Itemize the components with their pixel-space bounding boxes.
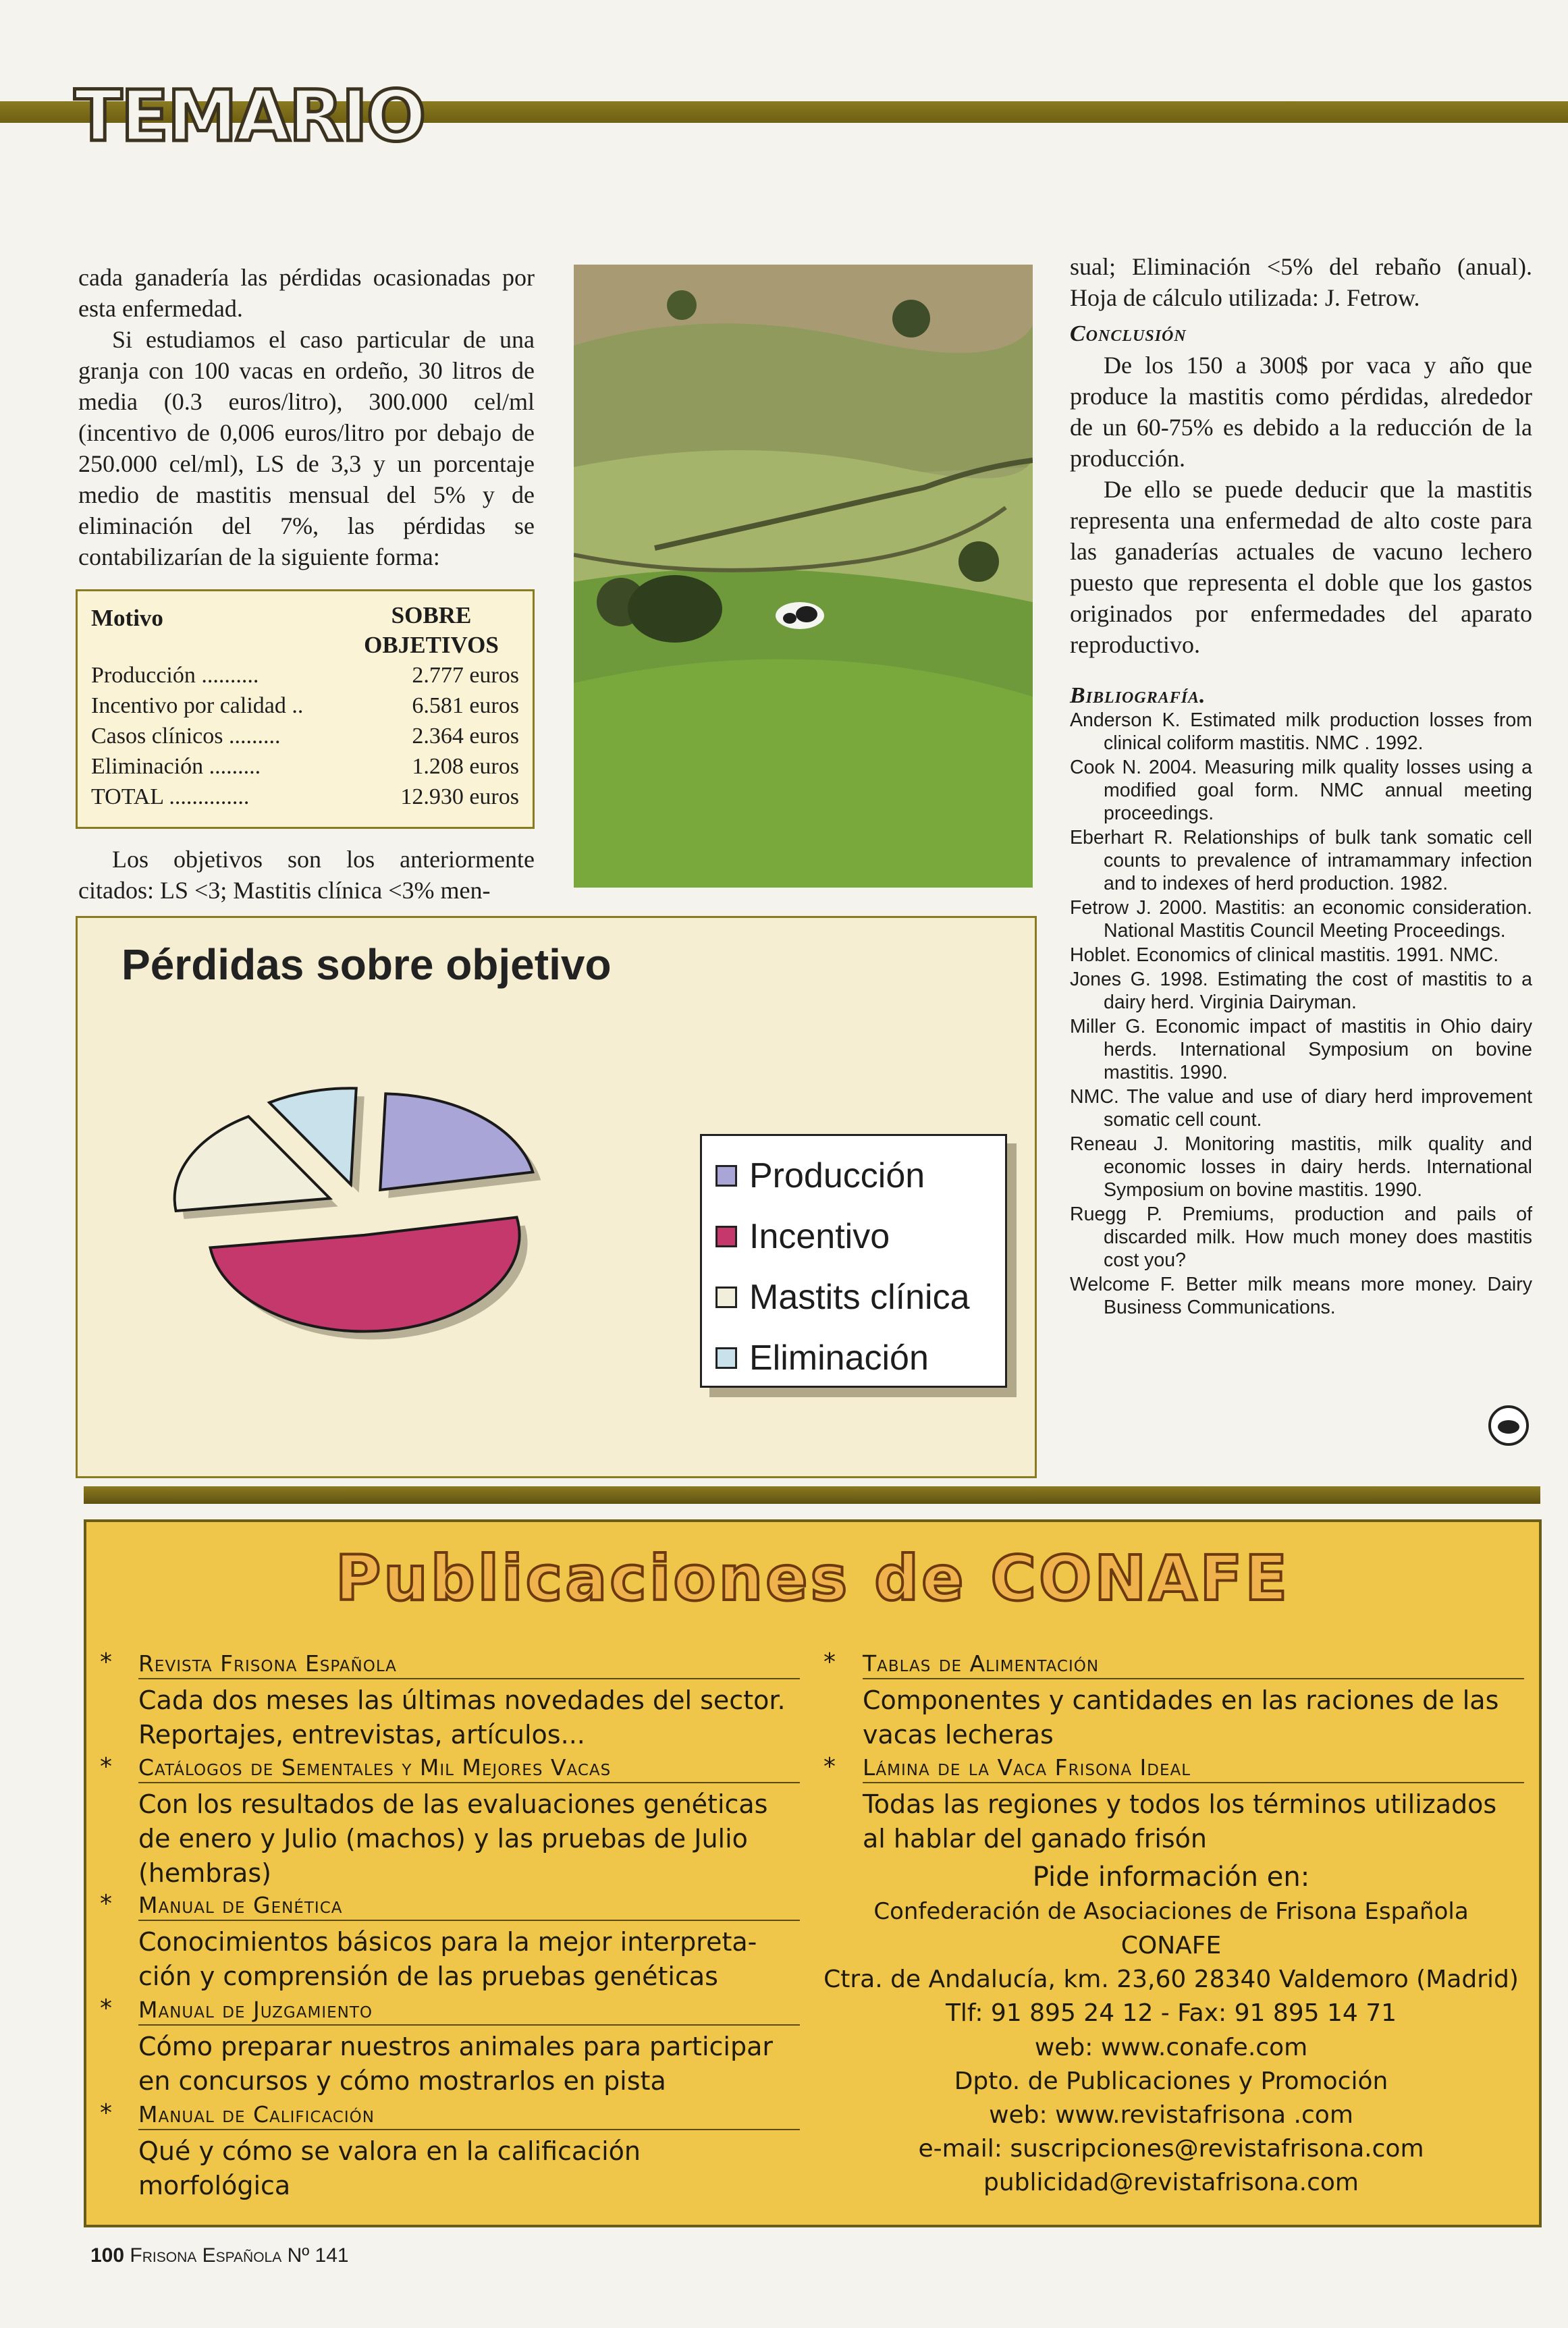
bullet-star-icon: * <box>100 1890 112 1918</box>
contact-ask: Pide información en: <box>1032 1862 1310 1893</box>
paragraph: sual; Eliminación <5% del rebaño (anual). Hoja de cálculo utilizada: J. Fetrow. <box>1070 253 1532 311</box>
contact-email-link[interactable]: publicidad@revistafrisona.com <box>983 2169 1359 2196</box>
table-row: Producción .......... 2.777 euros <box>91 663 519 688</box>
chart-title: Pérdidas sobre objetivo <box>121 940 612 989</box>
legend-swatch <box>715 1226 737 1247</box>
chart-legend <box>700 1134 1007 1388</box>
table-row: Eliminación ......... 1.208 euros <box>91 754 519 779</box>
contact-web-link[interactable]: web: www.conafe.com <box>1034 2034 1308 2061</box>
paragraph: cada ganadería las pérdidas ocasionadas por esta enfermedad. <box>78 264 535 322</box>
paragraph: Los objetivos son los anteriormente citados: LS <3; Mastitis clínica <3% men- <box>78 846 535 904</box>
bullet-star-icon: * <box>100 1995 112 2022</box>
legend-item: Producción <box>715 1145 992 1206</box>
divider-bar <box>84 1486 1540 1504</box>
publication-description: Conocimientos básicos para la mejor interpreta- ción y comprensión de las pruebas genéticas <box>138 1927 757 1991</box>
publications-title: Publicaciones de CONAFE <box>335 1542 1291 1615</box>
contact-email-link[interactable]: e-mail: suscripciones@revistafrisona.com <box>918 2135 1424 2163</box>
right-column <box>1070 251 1532 1320</box>
bullet-star-icon: * <box>823 1648 836 1676</box>
bibliography-entry: Jones G. 1998. Estimating the cost of mastitis to a dairy herd. Virginia Dairyman. <box>1070 969 1532 1013</box>
legend-item: Incentivo <box>715 1206 992 1267</box>
publication-description: Cada dos meses las últimas novedades del sector. Reportajes, entrevistas, artículos... <box>138 1685 786 1750</box>
page-footer <box>90 2244 349 2267</box>
publication-description: Qué y cómo se valora en la calificación morfológica <box>138 2136 641 2200</box>
contact-web-link[interactable]: web: www.revistafrisona .com <box>989 2101 1353 2129</box>
publication-description: Cómo preparar nuestros animales para participar en concursos y cómo mostrarlos en pista <box>138 2032 773 2096</box>
contact-phone: Tlf: 91 895 24 12 - Fax: 91 895 14 71 <box>945 1999 1397 2027</box>
legend-swatch <box>715 1287 737 1308</box>
legend-swatch <box>715 1347 737 1369</box>
legend-item: Mastits clínica <box>715 1267 992 1328</box>
landscape-photo <box>574 265 1033 888</box>
conclusion-heading: Conclusión <box>1070 321 1187 346</box>
contact-acronym: CONAFE <box>1120 1932 1222 1959</box>
section-title: TEMARIO <box>74 75 425 157</box>
paragraph: Si estudiamos el caso particular de una granja con 100 vacas en ordeño, 30 litros de media (0.3 euros/litro), 300.000 cel/ml (incentivo de 0,006 euros/litro por debajo de 250.000 cel/ml), LS de 3,3 y un porcentaje medio de mastitis mensual del 5% y de eliminación del 7%, las pérdidas se contabilizarían de la siguiente forma: <box>78 326 535 570</box>
bibliography-list <box>1070 709 1532 1319</box>
magazine-name: Frisona Española <box>130 2244 282 2267</box>
publication-description: Componentes y cantidades en las raciones de las vacas lecheras <box>863 1685 1499 1750</box>
publication-heading: Manual de Genética <box>138 1892 800 1921</box>
bibliography-entry: NMC. The value and use of diary herd improvement somatic cell count. <box>1070 1086 1532 1131</box>
paragraph: De ello se puede deducir que la mastitis representa una enfermedad de alto coste para las ganaderías actuales de vacuno lechero puesto que representa el doble que los gastos originados por enfermedades del aparato reproductivo. <box>1070 476 1532 658</box>
bullet-star-icon: * <box>100 2099 112 2127</box>
contact-department: Dpto. de Publicaciones y Promoción <box>954 2067 1388 2095</box>
bibliography-entry: Eberhart R. Relationships of bulk tank somatic cell counts to prevalence of intramammary infection and to indexes of herd production. 1982. <box>1070 827 1532 894</box>
table-header <box>91 601 519 660</box>
pie-chart <box>76 916 737 1478</box>
bibliography-entry: Miller G. Economic impact of mastitis in Ohio dairy herds. International Symposium on bovine mastitis. 1990. <box>1070 1016 1532 1083</box>
logo-icon <box>1487 1404 1530 1447</box>
landscape-illustration <box>574 265 1033 888</box>
publication-heading: Manual de Juzgamiento <box>138 1997 800 2026</box>
publication-heading: Revista Frisona Española <box>138 1650 800 1679</box>
publication-heading: Tablas de Alimentación <box>863 1650 1524 1679</box>
column-header-objetivos: SOBRE OBJETIVOS <box>364 602 499 658</box>
publication-description: Todas las regiones y todos los términos utilizados al hablar del ganado frisón <box>863 1789 1497 1853</box>
paragraph: De los 150 a 300$ por vaca y año que produce la mastitis como pérdidas, alrededor de un 60-75% es debido a la reducción de la producción. <box>1070 352 1532 472</box>
bibliography-heading: Bibliografía. <box>1070 683 1206 708</box>
issue-number: Nº 141 <box>287 2244 349 2267</box>
publication-heading: Manual de Calificación <box>138 2101 800 2130</box>
legend-swatch <box>715 1165 737 1187</box>
bibliography-entry: Welcome F. Better milk means more money. Dairy Business Communications. <box>1070 1274 1532 1318</box>
publication-heading: Lámina de la Vaca Frisona Ideal <box>863 1754 1524 1783</box>
contact-address: Ctra. de Andalucía, km. 23,60 28340 Valdemoro (Madrid) <box>823 1966 1519 1993</box>
bibliography-entry: Hoblet. Economics of clinical mastitis. 1991. NMC. <box>1070 944 1499 966</box>
bullet-star-icon: * <box>100 1753 112 1781</box>
bibliography-entry: Fetrow J. 2000. Mastitis: an economic consideration. National Mastitis Council Meeting Proceedings. <box>1070 897 1532 942</box>
bibliography-entry: Cook N. 2004. Measuring milk quality losses using a modified goal form. NMC annual meeting proceedings. <box>1070 757 1532 824</box>
pie-slice-producción <box>380 1093 533 1190</box>
bullet-star-icon: * <box>100 1648 112 1676</box>
legend-item: Eliminación <box>715 1328 992 1388</box>
left-column-end <box>78 844 535 906</box>
table-row: Incentivo por calidad .. 6.581 euros <box>91 693 519 718</box>
bullet-star-icon: * <box>823 1753 836 1781</box>
table-row-total: TOTAL .............. 12.930 euros <box>91 784 519 809</box>
bibliography-entry: Ruegg P. Premiums, production and pails of discarded milk. How much money does mastitis cost you? <box>1070 1203 1532 1271</box>
page-number: 100 <box>90 2244 125 2267</box>
bibliography-entry: Reneau J. Monitoring mastitis, milk quality and economic losses in dairy herds. International Symposium on bovine mastitis. 1990. <box>1070 1133 1532 1201</box>
table-row: Casos clínicos ......... 2.364 euros <box>91 724 519 749</box>
bibliography-entry: Anderson K. Estimated milk production losses from clinical coliform mastitis. NMC . 1992. <box>1070 709 1532 754</box>
column-header-motivo: Motivo <box>91 605 163 631</box>
publication-heading: Catálogos de Sementales y Mil Mejores Vacas <box>138 1754 800 1783</box>
left-column <box>78 262 535 572</box>
objectives-table <box>76 589 535 829</box>
contact-org: Confederación de Asociaciones de Frisona Española <box>873 1898 1469 1925</box>
publication-description: Con los resultados de las evaluaciones genéticas de enero y Julio (machos) y las pruebas de Julio (hembras) <box>138 1789 768 1888</box>
